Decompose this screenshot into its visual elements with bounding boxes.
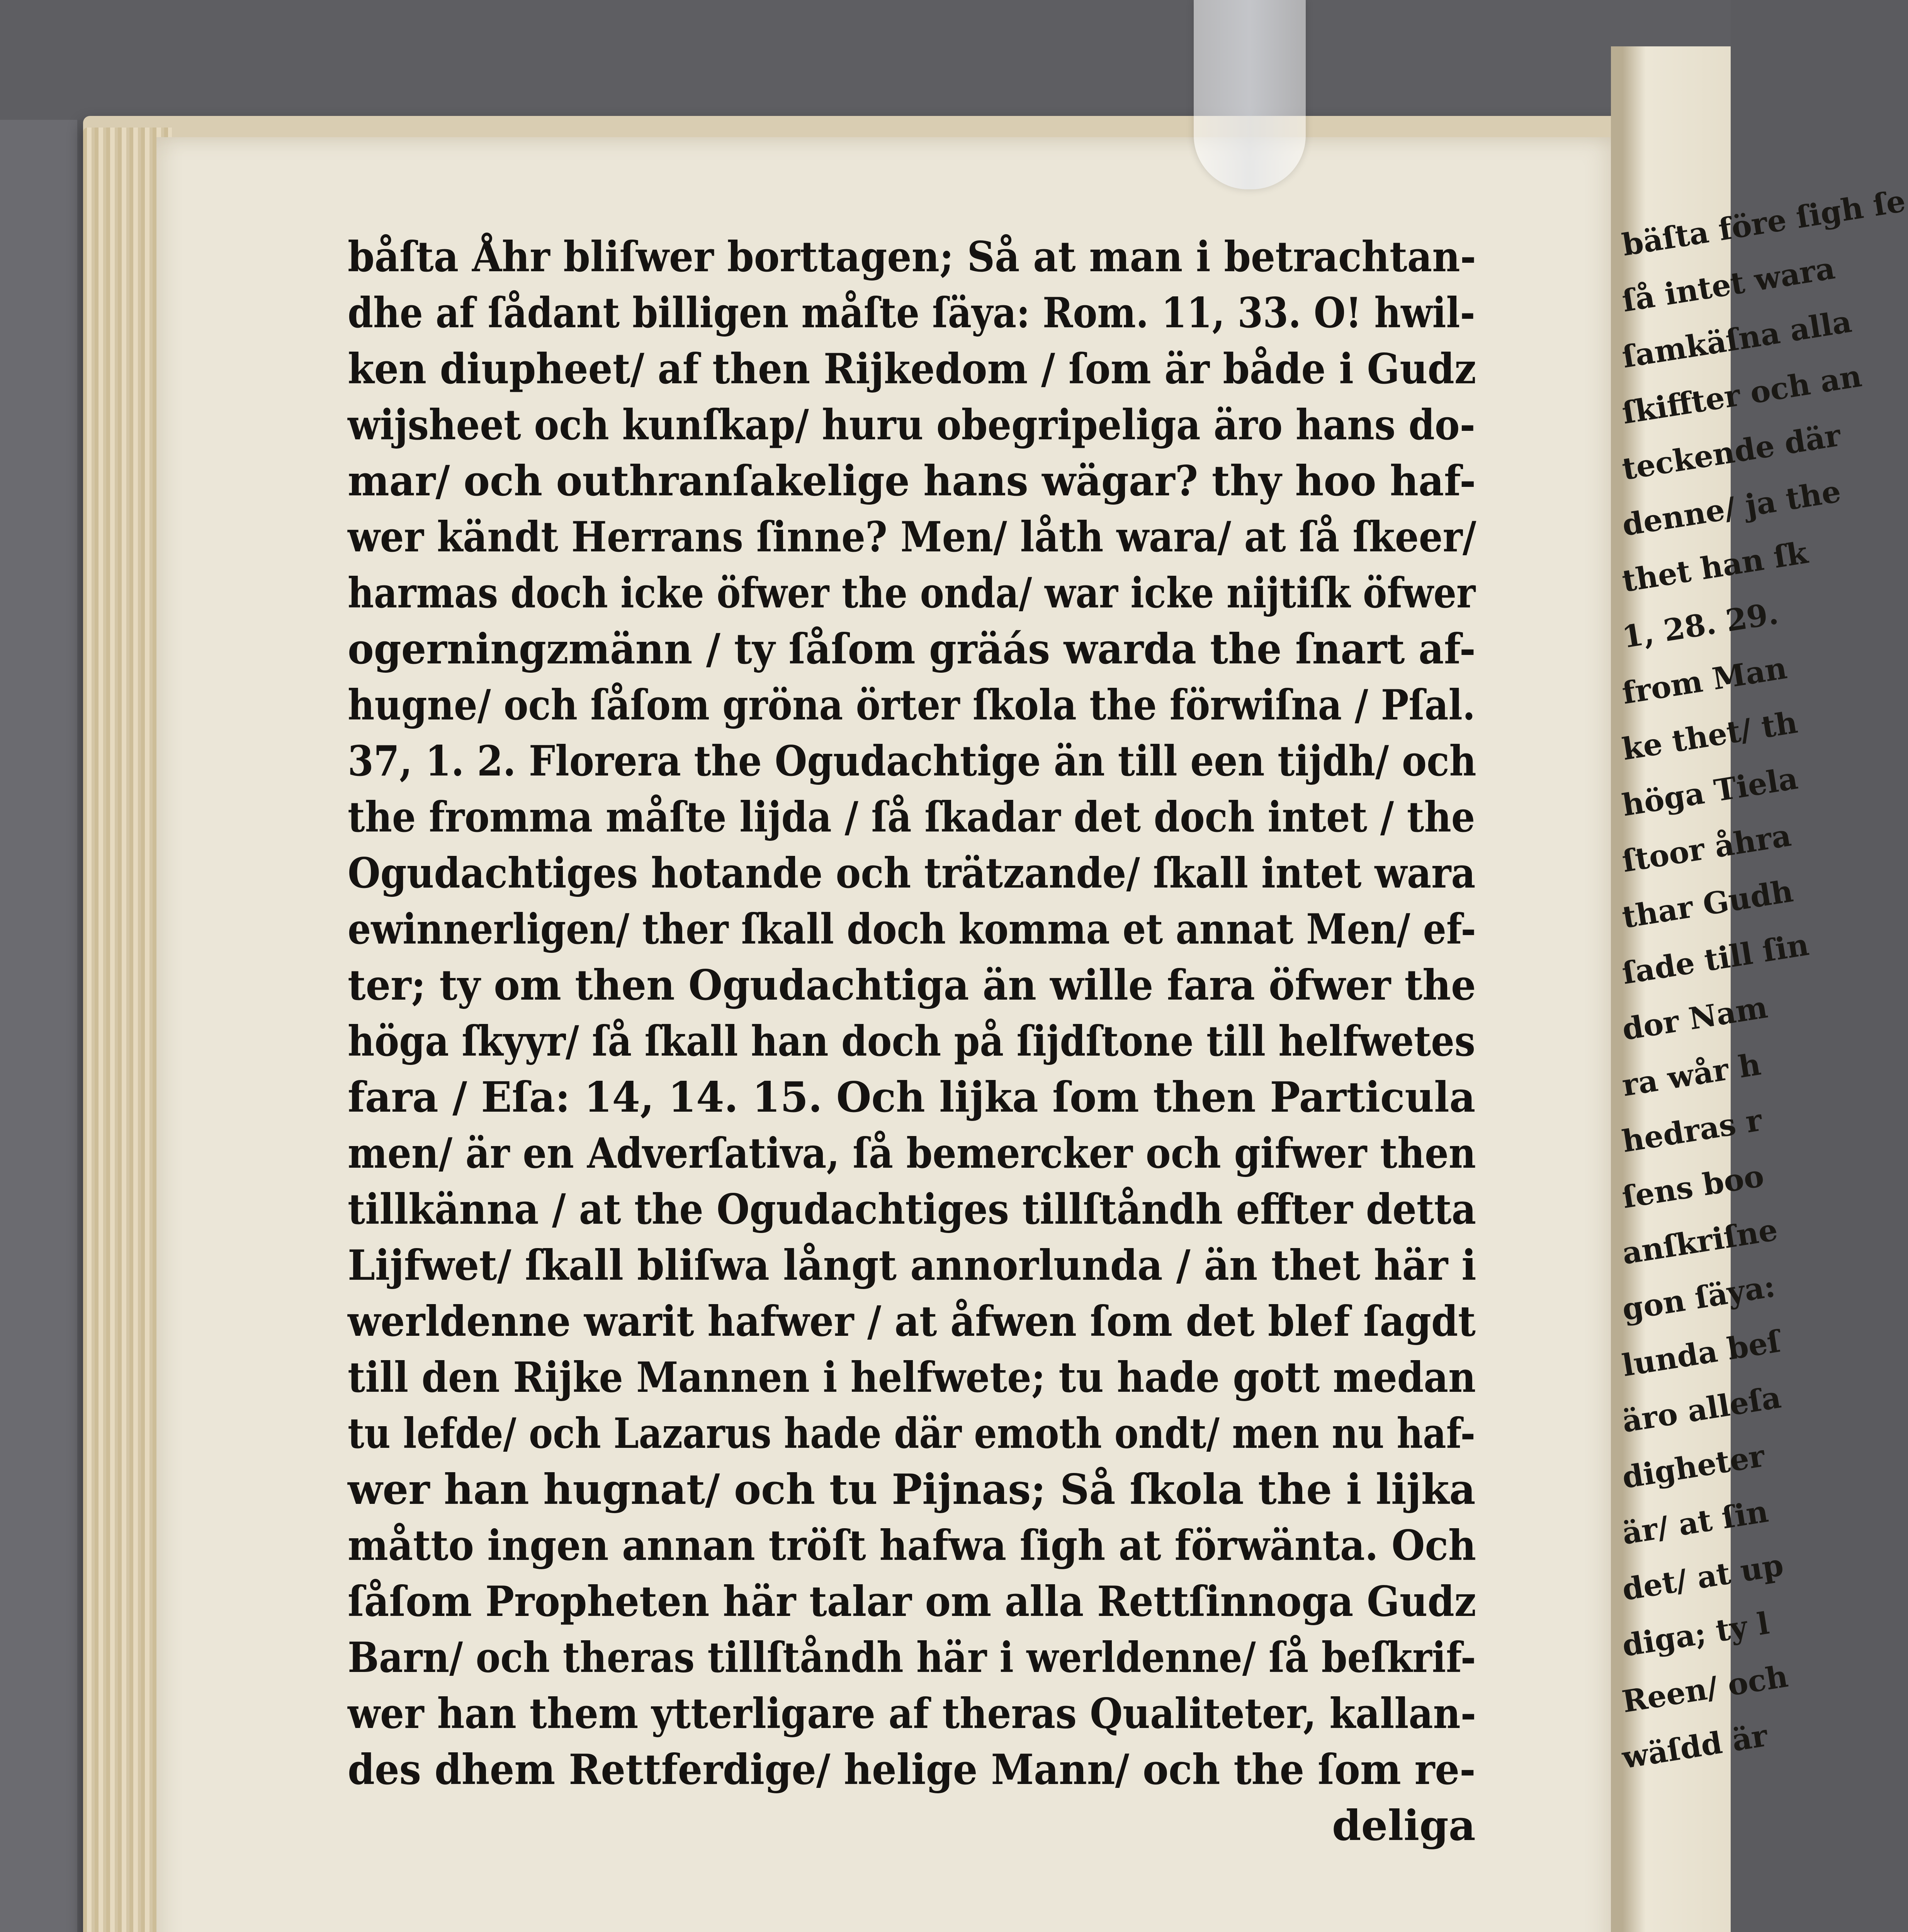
- text-line: hugne/ och ſåſom gröna örter ſkola the förwiſna / Pſal.: [348, 681, 1476, 730]
- facing-page-line: ſade till ſin: [1619, 927, 1811, 992]
- text-line: dhe af ſådant billigen måſte ſäya: Rom. 11, 33. O! hwil-: [348, 289, 1475, 337]
- facing-page-line: ſtoor åhra: [1619, 818, 1794, 879]
- text-line: werldenne warit hafwer / at åfwen ſom det blef ſagdt: [348, 1297, 1476, 1346]
- text-line: ogerningzmänn / ty ſåſom gräás warda the ſnart af-: [348, 625, 1476, 673]
- facing-page-line: höga Tiela: [1619, 760, 1800, 823]
- facing-page-line: bäſta före ſigh ſe: [1619, 183, 1908, 263]
- page-clip-top: [1194, 0, 1306, 189]
- text-line: Ogudachtiges hotande och trätzande/ ſkall intet wara: [348, 849, 1476, 898]
- text-line: måtto ingen annan tröſt hafwa ſigh at förwänta. Och: [348, 1521, 1476, 1570]
- facing-page-line: Reen/ och: [1619, 1658, 1791, 1720]
- text-line: des dhem Rettferdige/ helige Mann/ och the ſom re-: [348, 1745, 1476, 1794]
- facing-page-line: thar Gudh: [1619, 873, 1796, 935]
- text-line: wer han hugnat/ och tu Pijnas; Så ſkola the i lijka: [348, 1465, 1476, 1514]
- text-line: Barn/ och theras tillſtåndh här i werldenne/ ſå beſkrif-: [348, 1633, 1476, 1682]
- facing-page-line: är/ at ſin: [1619, 1493, 1771, 1552]
- facing-page-line: lunda beſ: [1619, 1323, 1783, 1384]
- facing-page-line: dor Nam: [1619, 990, 1770, 1048]
- facing-page-line: hedras r: [1619, 1102, 1765, 1160]
- text-line: the fromma måſte lijda / ſå ſkadar det doch intet / the: [348, 793, 1475, 842]
- text-line: fara / Eſa: 14, 14. 15. Och lijka ſom then Particula: [348, 1073, 1476, 1122]
- facing-page-line: gon ſäya:: [1619, 1269, 1778, 1328]
- facing-page-line: 1, 28. 29.: [1619, 595, 1781, 655]
- facing-page-line: ſamkäſna alla: [1619, 304, 1854, 375]
- background-top: [0, 0, 1731, 120]
- facing-page-line: ſå intet wara: [1619, 250, 1838, 319]
- catchword: deliga: [1332, 1801, 1476, 1850]
- facing-page-line: äro alleſa: [1619, 1379, 1784, 1440]
- facing-page-line: wäſdd är: [1619, 1718, 1770, 1776]
- facing-page-line: ſens boo: [1619, 1158, 1767, 1216]
- facing-page-line: ra wår h: [1619, 1047, 1764, 1104]
- facing-page-line: digheter: [1619, 1438, 1767, 1496]
- facing-page-line: denne/ ja the: [1619, 474, 1843, 543]
- text-line: tu lefde/ och Lazarus hade där emoth ondt/ men nu haf-: [348, 1409, 1476, 1458]
- text-line: ſåſom Propheten här talar om alla Rettſinnoga Gudz: [348, 1577, 1476, 1626]
- facing-page-line: from Man: [1619, 650, 1789, 711]
- text-line: ewinnerligen/ ther ſkall doch komma et annat Men/ ef-: [348, 905, 1476, 954]
- text-line: tillkänna / at the Ogudachtiges tillſtåndh effter detta: [348, 1185, 1476, 1234]
- facing-page-line: teckende där: [1619, 418, 1843, 487]
- bleed-through-shadow: [348, 1812, 927, 1839]
- facing-page-line: anſkriſne: [1619, 1212, 1780, 1272]
- text-line: wer han them ytterligare af theras Qualiteter, kallan-: [348, 1689, 1476, 1738]
- text-line: wer kändt Herrans ſinne? Men/ låth wara/ at ſå ſkeer/: [348, 513, 1476, 561]
- facing-page: [1611, 46, 1908, 1932]
- text-line: till den Rijke Mannen i helfwete; tu hade gott medan: [348, 1353, 1476, 1402]
- text-line: 37, 1. 2. Florera the Ogudachtige än till een tijdh/ och: [348, 737, 1476, 786]
- background-left: [0, 120, 77, 1932]
- text-line: wijsheet och kunſkap/ huru obegripeliga äro hans do-: [348, 401, 1475, 449]
- facing-page-line: diga; ty l: [1619, 1605, 1772, 1664]
- text-line: Lijfwet/ ſkall bliſwa långt annorlunda / än thet här i: [348, 1241, 1476, 1290]
- text-line: båſta Åhr bliſwer borttagen; Så at man i betrachtan-: [348, 233, 1476, 281]
- text-line: mar/ och outhranſakelige hans wägar? thy hoo haf-: [348, 457, 1476, 505]
- text-line: höga ſkyyr/ ſå ſkall han doch på ſijdſtone till helfwetes: [348, 1017, 1475, 1066]
- facing-page-line: thet han ſk: [1619, 535, 1810, 599]
- facing-page-line: det/ at up: [1619, 1547, 1786, 1608]
- facing-page-line: ſkiffter och an: [1619, 358, 1864, 431]
- text-line: ter; ty om then Ogudachtiga än wille fara öfwer the: [348, 961, 1476, 1010]
- facing-page-line: ke thet/ th: [1619, 704, 1800, 767]
- text-line: harmas doch icke öfwer the onda/ war icke nijtiſk öfwer: [348, 569, 1476, 617]
- text-line: men/ är en Adverſativa, ſå bemercker och gifwer then: [348, 1129, 1476, 1178]
- text-line: ken diupheet/ af then Rijkedom / ſom är både i Gudz: [348, 345, 1476, 393]
